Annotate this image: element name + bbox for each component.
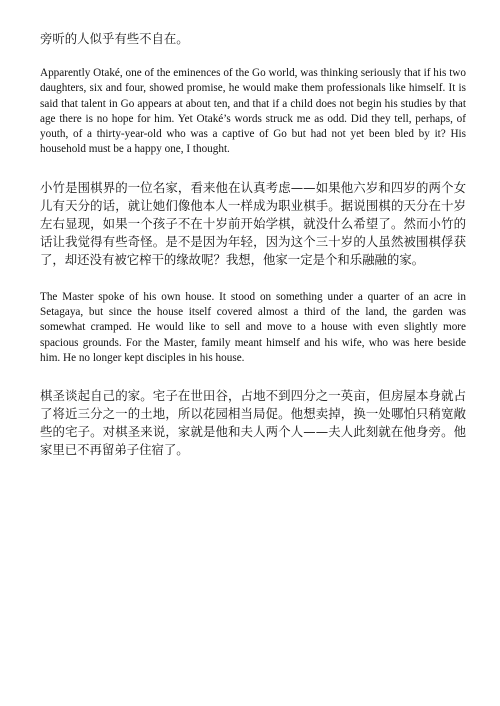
paragraph-chinese: 旁听的人似乎有些不自在。 xyxy=(40,31,189,46)
paragraph-chinese: 小竹是围棋界的一位名家，看来他在认真考虑——如果他六岁和四岁的两个女儿有天分的话，就让她们像他本人一样成为职业棋手。据说围棋的天分在十岁左右显现，如果一个孩子不在十岁前开始学棋，就没什么希望了。然而小竹的话让我觉得有些奇怪。是不是因为年轻，因为这个三十岁的人虽然被围棋俘获了，却还没有被它榨干的缘故呢？我想，他家一定是个和乐融融的家。 xyxy=(40,179,466,267)
document-page xyxy=(40,30,466,459)
paragraph-english: Apparently Otaké, one of the eminences of the Go world, was thinking seriously that if his two daughters, six and four, showed promise, he would make them professionals like himself. It is said that talent in Go appears at about ten, and that if a child does not begin his studies by that age there is no hope for him. Yet Otaké’s words struck me as odd. Did they tell, perhaps, of youth, of a thirty-year-old who was a captive of Go but had not yet been bled by it? His household must be a happy one, I thought. xyxy=(40,67,466,156)
paragraph-english: The Master spoke of his own house. It stood on something under a quarter of an acre in Setagaya, but since the house itself covered almost a third of the land, the garden was somewhat cramped. He would like to sell and move to a house with even slightly more spacious grounds. For the Master, family meant himself and his wife, who was here beside him. He no longer kept disciples in his house. xyxy=(40,290,466,364)
paragraph-chinese: 棋圣谈起自己的家。宅子在世田谷，占地不到四分之一英亩，但房屋本身就占了将近三分之一的土地，所以花园相当局促。他想卖掉，换一处哪怕只稍宽敞些的宅子。对棋圣来说，家就是他和夫人两个人——夫人此刻就在他身旁。他家里已不再留弟子住宿了。 xyxy=(40,388,466,458)
